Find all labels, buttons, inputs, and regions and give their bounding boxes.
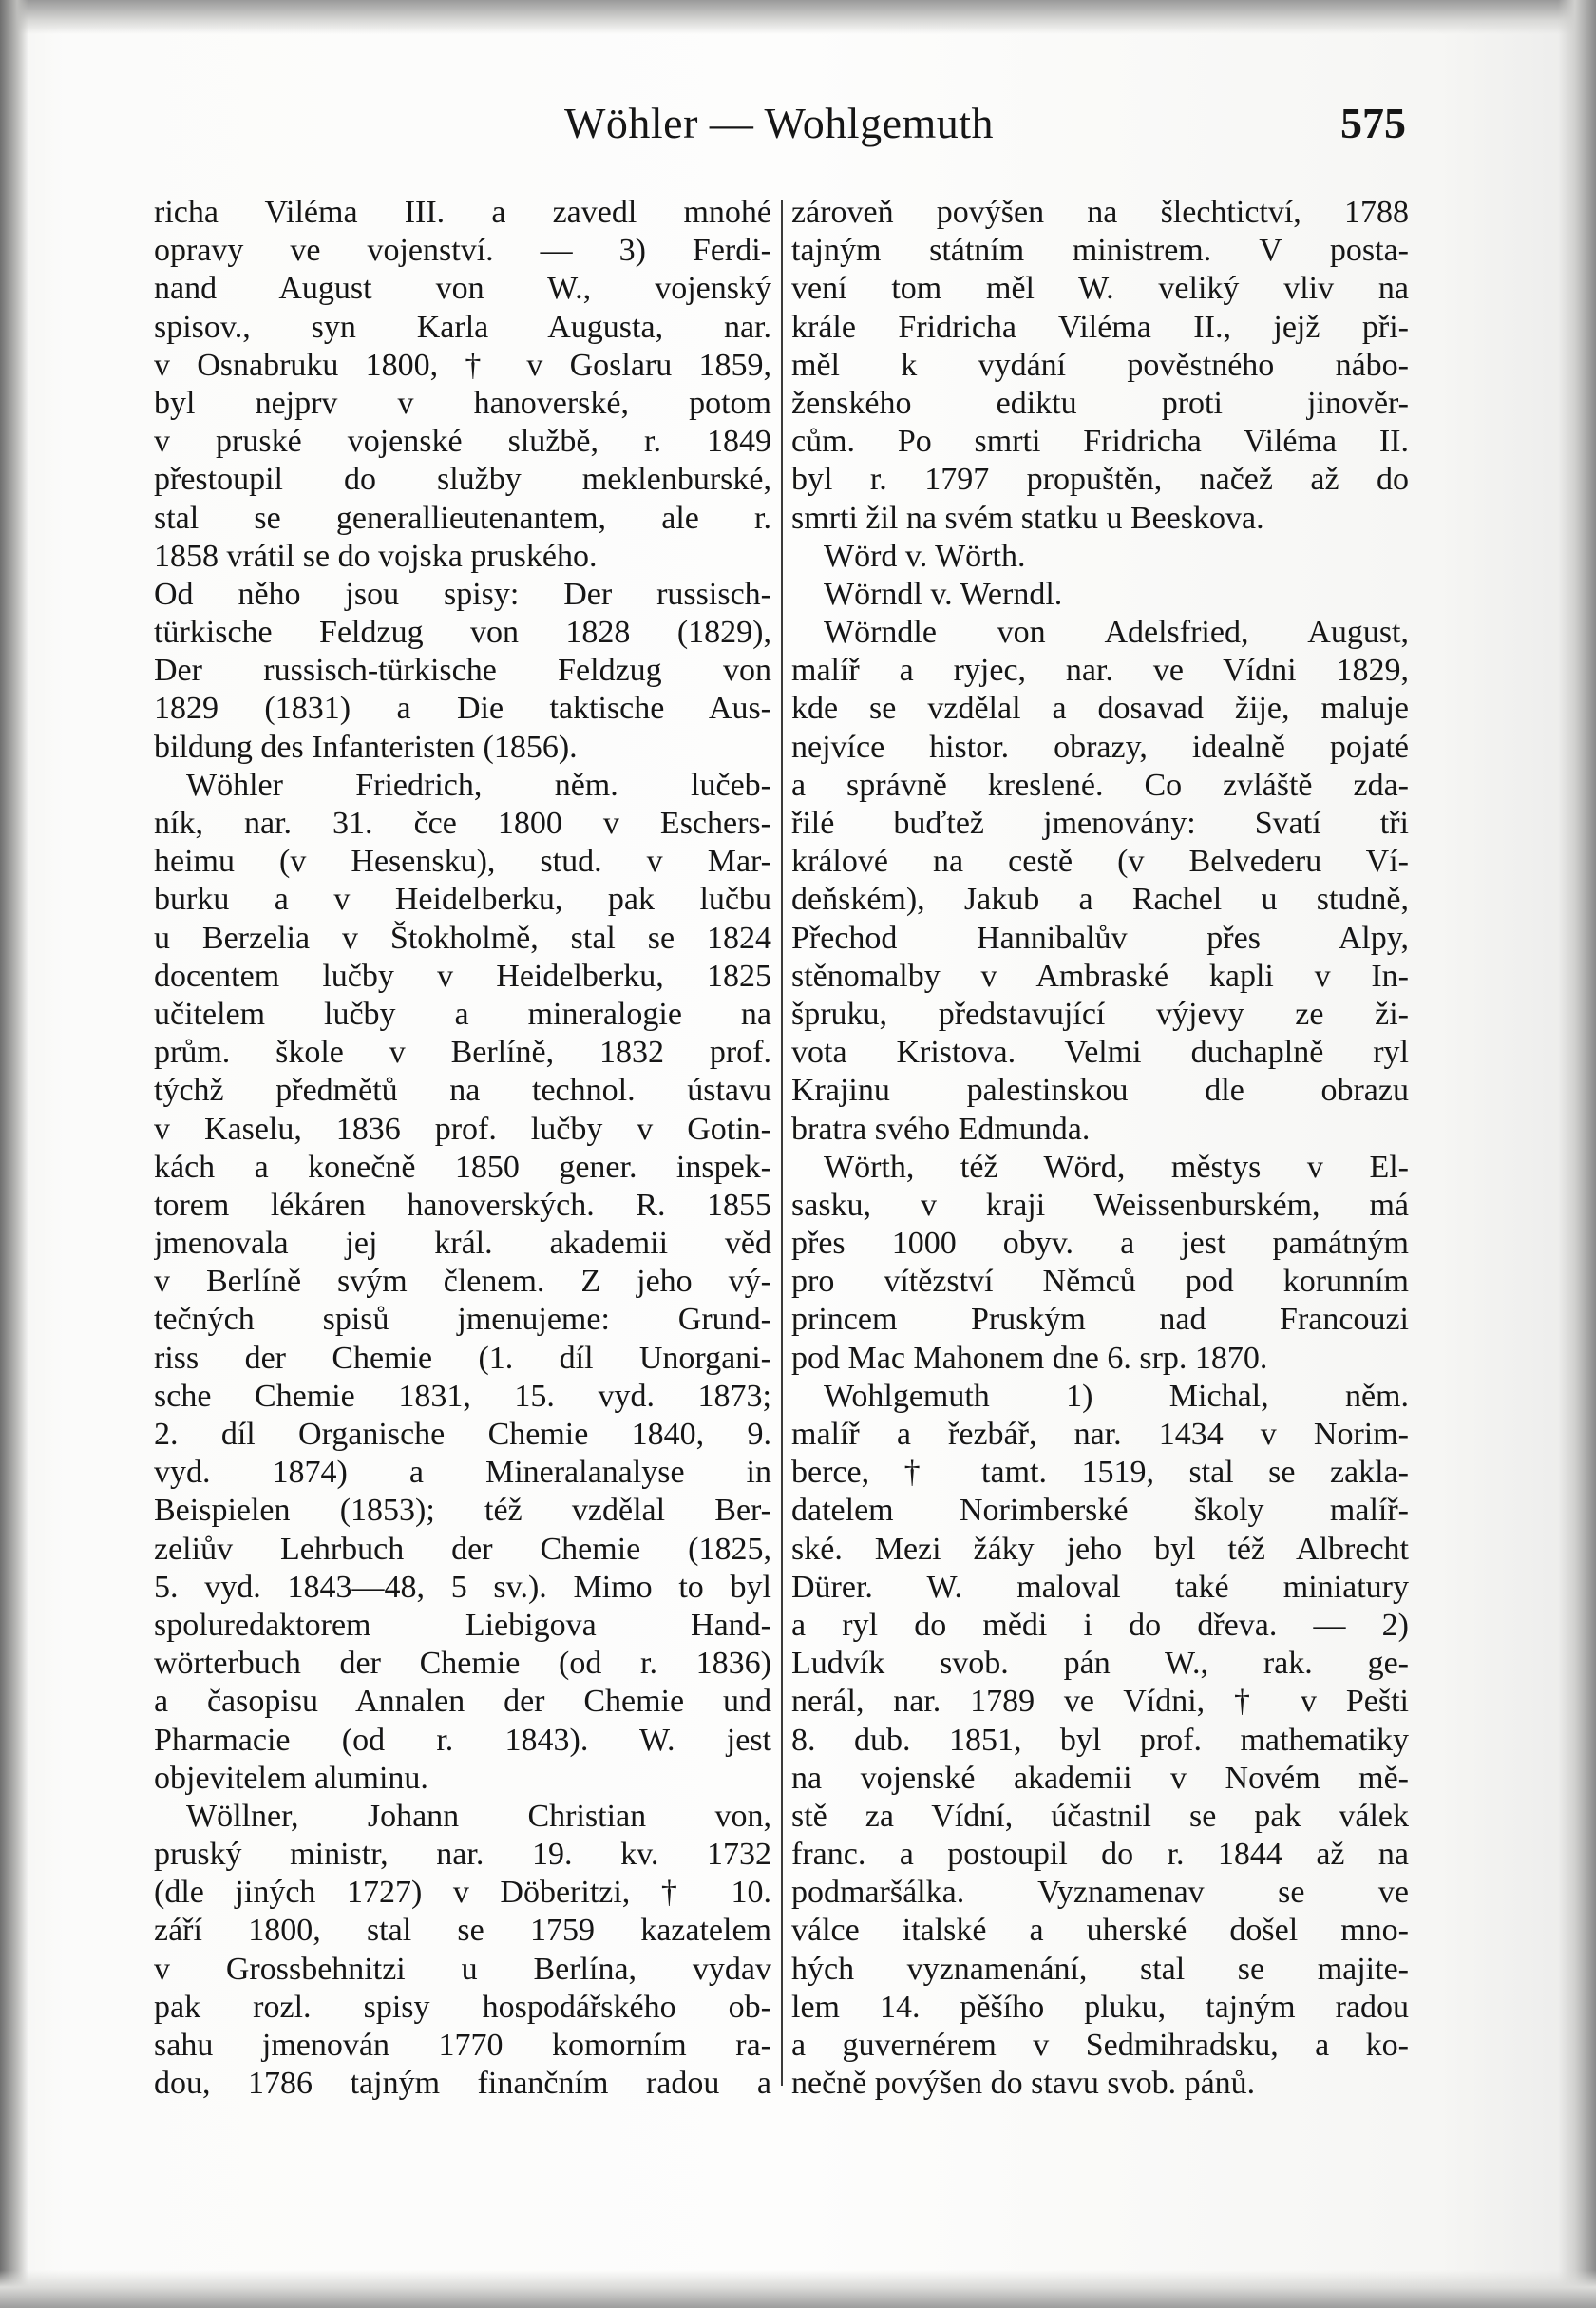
running-head xyxy=(152,95,1406,156)
text-line: stě za Vídní, účastnil se pak válek xyxy=(791,1798,1409,1834)
text-line: datelem Norimberské školy malíř- xyxy=(791,1493,1409,1529)
text-line: pak rozl. spisy hospodářského ob- xyxy=(154,1989,771,2025)
scan-edge-top xyxy=(0,0,1596,34)
text-line: měl k vydání pověstného nábo- xyxy=(791,347,1409,383)
page-title: Wöhler — Wohlgemuth xyxy=(563,99,995,147)
text-line: vení tom měl W. veliký vliv na xyxy=(791,271,1409,307)
column-divider xyxy=(781,200,783,2086)
text-line: září 1800, stal se 1759 kazatelem xyxy=(154,1913,771,1949)
text-line: přestoupil do služby meklenburské, xyxy=(154,462,771,498)
text-line: v Osnabruku 1800, † v Goslaru 1859, xyxy=(154,347,771,383)
text-line: Wörndle von Adelsfried, August, xyxy=(824,615,1409,651)
text-line: smrti žil na svém statku u Beeskova. xyxy=(791,500,1264,536)
text-line: princem Pruským nad Francouzi xyxy=(791,1302,1409,1338)
text-line: podmaršálka. Vyznamenav se ve xyxy=(791,1875,1409,1911)
text-line: deňském), Jakub a Rachel u studně, xyxy=(791,882,1409,918)
text-line: týchž předmětů na technol. ústavu xyxy=(154,1073,771,1109)
text-line: byl nejprv v hanoverské, potom xyxy=(154,385,771,421)
text-line: richa Viléma III. a zavedl mnohé xyxy=(154,195,771,230)
text-line: a ryl do mědi i do dřeva. — 2) xyxy=(791,1607,1409,1643)
text-line: a správně kreslené. Co zvláště zda- xyxy=(791,767,1409,803)
text-line: 1858 vrátil se do vojska pruského. xyxy=(154,538,598,574)
text-line: stěnomalby v Ambraské kapli v In- xyxy=(791,958,1409,994)
text-line: Pharmacie (od r. 1843). W. jest xyxy=(154,1722,771,1758)
text-line: lem 14. pěšího pluku, tajným radou xyxy=(791,1989,1409,2025)
text-line: malíř a ryjec, nar. ve Vídni 1829, xyxy=(791,653,1409,689)
text-line: řilé buďtež jmenovány: Svatí tři xyxy=(791,806,1409,841)
text-line: králové na cestě (v Belvederu Ví- xyxy=(791,844,1409,880)
text-line: Der russisch-türkische Feldzug von xyxy=(154,653,771,689)
text-line: berce, † tamt. 1519, stal se zakla- xyxy=(791,1455,1409,1491)
text-line: dou, 1786 tajným finančním radou a xyxy=(154,2066,771,2102)
text-line: docentem lučby v Heidelberku, 1825 xyxy=(154,958,771,994)
text-line: vota Kristova. Velmi duchaplně ryl xyxy=(791,1035,1409,1071)
text-line: 1829 (1831) a Die taktische Aus- xyxy=(154,691,771,727)
text-line: 5. vyd. 1843—48, 5 sv.). Mimo to byl xyxy=(154,1569,771,1605)
text-line: v Kaselu, 1836 prof. lučby v Gotin- xyxy=(154,1111,771,1147)
text-line: pod Mac Mahonem dne 6. srp. 1870. xyxy=(791,1340,1268,1376)
text-line: prům. škole v Berlíně, 1832 prof. xyxy=(154,1035,771,1071)
text-line: (dle jiných 1727) v Döberitzi, † 10. xyxy=(154,1875,771,1911)
text-line: jmenovala jej král. akademii věd xyxy=(154,1226,771,1262)
text-line: učitelem lučby a mineralogie na xyxy=(154,996,771,1032)
text-line: válce italské a uherské došel mno- xyxy=(791,1913,1409,1949)
text-line: přes 1000 obyv. a jest památným xyxy=(791,1226,1409,1262)
text-line: Přechod Hannibalův přes Alpy, xyxy=(791,920,1409,956)
scan-edge-right xyxy=(1558,0,1596,2308)
text-line: sche Chemie 1831, 15. vyd. 1873; xyxy=(154,1378,771,1414)
text-line: byl r. 1797 propuštěn, načež až do xyxy=(791,462,1409,498)
text-line: heimu (v Hesensku), stud. v Mar- xyxy=(154,844,771,880)
text-line: Wörd v. Wörth. xyxy=(824,538,1026,574)
text-line: burku a v Heidelberku, pak lučbu xyxy=(154,882,771,918)
text-line: tajným státním ministrem. V posta- xyxy=(791,233,1409,269)
text-line: na vojenské akademii v Novém mě- xyxy=(791,1760,1409,1796)
text-line: riss der Chemie (1. díl Unorgani- xyxy=(154,1340,771,1376)
text-line: u Berzelia v Štokholmě, stal se 1824 xyxy=(154,920,771,956)
text-line: Dürer. W. maloval také miniatury xyxy=(791,1569,1409,1605)
text-line: kde se vzdělal a dosavad žije, maluje xyxy=(791,691,1409,727)
text-line: torem lékáren hanoverských. R. 1855 xyxy=(154,1187,771,1223)
text-line: sahu jmenován 1770 komorním ra- xyxy=(154,2028,771,2063)
text-line: stal se generallieutenantem, ale r. xyxy=(154,500,771,536)
text-line: pro vítězství Němců pod korunním xyxy=(791,1264,1409,1300)
text-line: tečných spisů jmenujeme: Grund- xyxy=(154,1302,771,1338)
text-line: ženského ediktu proti jinověr- xyxy=(791,385,1409,421)
text-line: Wörndl v. Werndl. xyxy=(824,576,1063,612)
text-line: Beispielen (1853); též vzdělal Ber- xyxy=(154,1493,771,1529)
text-line: objevitelem aluminu. xyxy=(154,1760,428,1796)
text-line: hých vyznamenání, stal se majite- xyxy=(791,1951,1409,1987)
text-line: wörterbuch der Chemie (od r. 1836) xyxy=(154,1646,771,1682)
right-column xyxy=(791,194,1409,2103)
page-number: 575 xyxy=(1340,99,1406,147)
text-line: spoluredaktorem Liebigova Hand- xyxy=(154,1607,771,1643)
text-line: v pruské vojenské službě, r. 1849 xyxy=(154,424,771,460)
text-line: malíř a řezbář, nar. 1434 v Norim- xyxy=(791,1417,1409,1452)
text-line: a časopisu Annalen der Chemie und xyxy=(154,1684,771,1720)
text-line: zeliův Lehrbuch der Chemie (1825, xyxy=(154,1531,771,1567)
text-line: v Grossbehnitzi u Berlína, vydav xyxy=(154,1951,771,1987)
text-line: opravy ve vojenství. — 3) Ferdi- xyxy=(154,233,771,269)
scan-edge-left xyxy=(0,0,28,2308)
text-line: krále Fridricha Viléma II., jejž při- xyxy=(791,309,1409,345)
text-line: 8. dub. 1851, byl prof. mathematiky xyxy=(791,1722,1409,1758)
text-line: Wöllner, Johann Christian von, xyxy=(186,1798,771,1834)
text-line: v Berlíně svým členem. Z jeho vý- xyxy=(154,1264,771,1300)
text-line: špruku, představující výjevy ze ži- xyxy=(791,996,1409,1032)
text-line: sasku, v kraji Weissenburském, má xyxy=(791,1187,1409,1223)
text-line: nerál, nar. 1789 ve Vídni, † v Pešti xyxy=(791,1684,1409,1720)
text-line: 2. díl Organische Chemie 1840, 9. xyxy=(154,1417,771,1452)
scan-edge-bottom xyxy=(0,2270,1596,2308)
text-line: Ludvík svob. pán W., rak. ge- xyxy=(791,1646,1409,1682)
text-line: cům. Po smrti Fridricha Viléma II. xyxy=(791,424,1409,460)
text-line: Wörth, též Wörd, městys v El- xyxy=(824,1149,1409,1185)
text-line: a guvernérem v Sedmihradsku, a ko- xyxy=(791,2028,1409,2063)
text-line: Wöhler Friedrich, něm. lučeb- xyxy=(186,767,771,803)
text-line: nand August von W., vojenský xyxy=(154,271,771,307)
text-line: nejvíce histor. obrazy, idealně pojaté xyxy=(791,729,1409,765)
text-line: spisov., syn Karla Augusta, nar. xyxy=(154,309,771,345)
left-column xyxy=(154,194,771,2103)
text-line: Krajinu palestinskou dle obrazu xyxy=(791,1073,1409,1109)
text-line: Wohlgemuth 1) Michal, něm. xyxy=(824,1378,1409,1414)
text-line: bildung des Infanteristen (1856). xyxy=(154,729,578,765)
text-line: vyd. 1874) a Mineralanalyse in xyxy=(154,1455,771,1491)
text-line: kách a konečně 1850 gener. inspek- xyxy=(154,1149,771,1185)
text-line: Od něho jsou spisy: Der russisch- xyxy=(154,576,771,612)
text-line: bratra svého Edmunda. xyxy=(791,1111,1091,1147)
text-line: ské. Mezi žáky jeho byl též Albrecht xyxy=(791,1531,1409,1567)
text-line: pruský ministr, nar. 19. kv. 1732 xyxy=(154,1837,771,1873)
text-line: nečně povýšen do stavu svob. pánů. xyxy=(791,2066,1256,2102)
text-line: franc. a postoupil do r. 1844 až na xyxy=(791,1837,1409,1873)
text-line: ník, nar. 31. čce 1800 v Eschers- xyxy=(154,806,771,841)
text-line: zároveň povýšen na šlechtictví, 1788 xyxy=(791,195,1409,230)
text-line: türkische Feldzug von 1828 (1829), xyxy=(154,615,771,651)
